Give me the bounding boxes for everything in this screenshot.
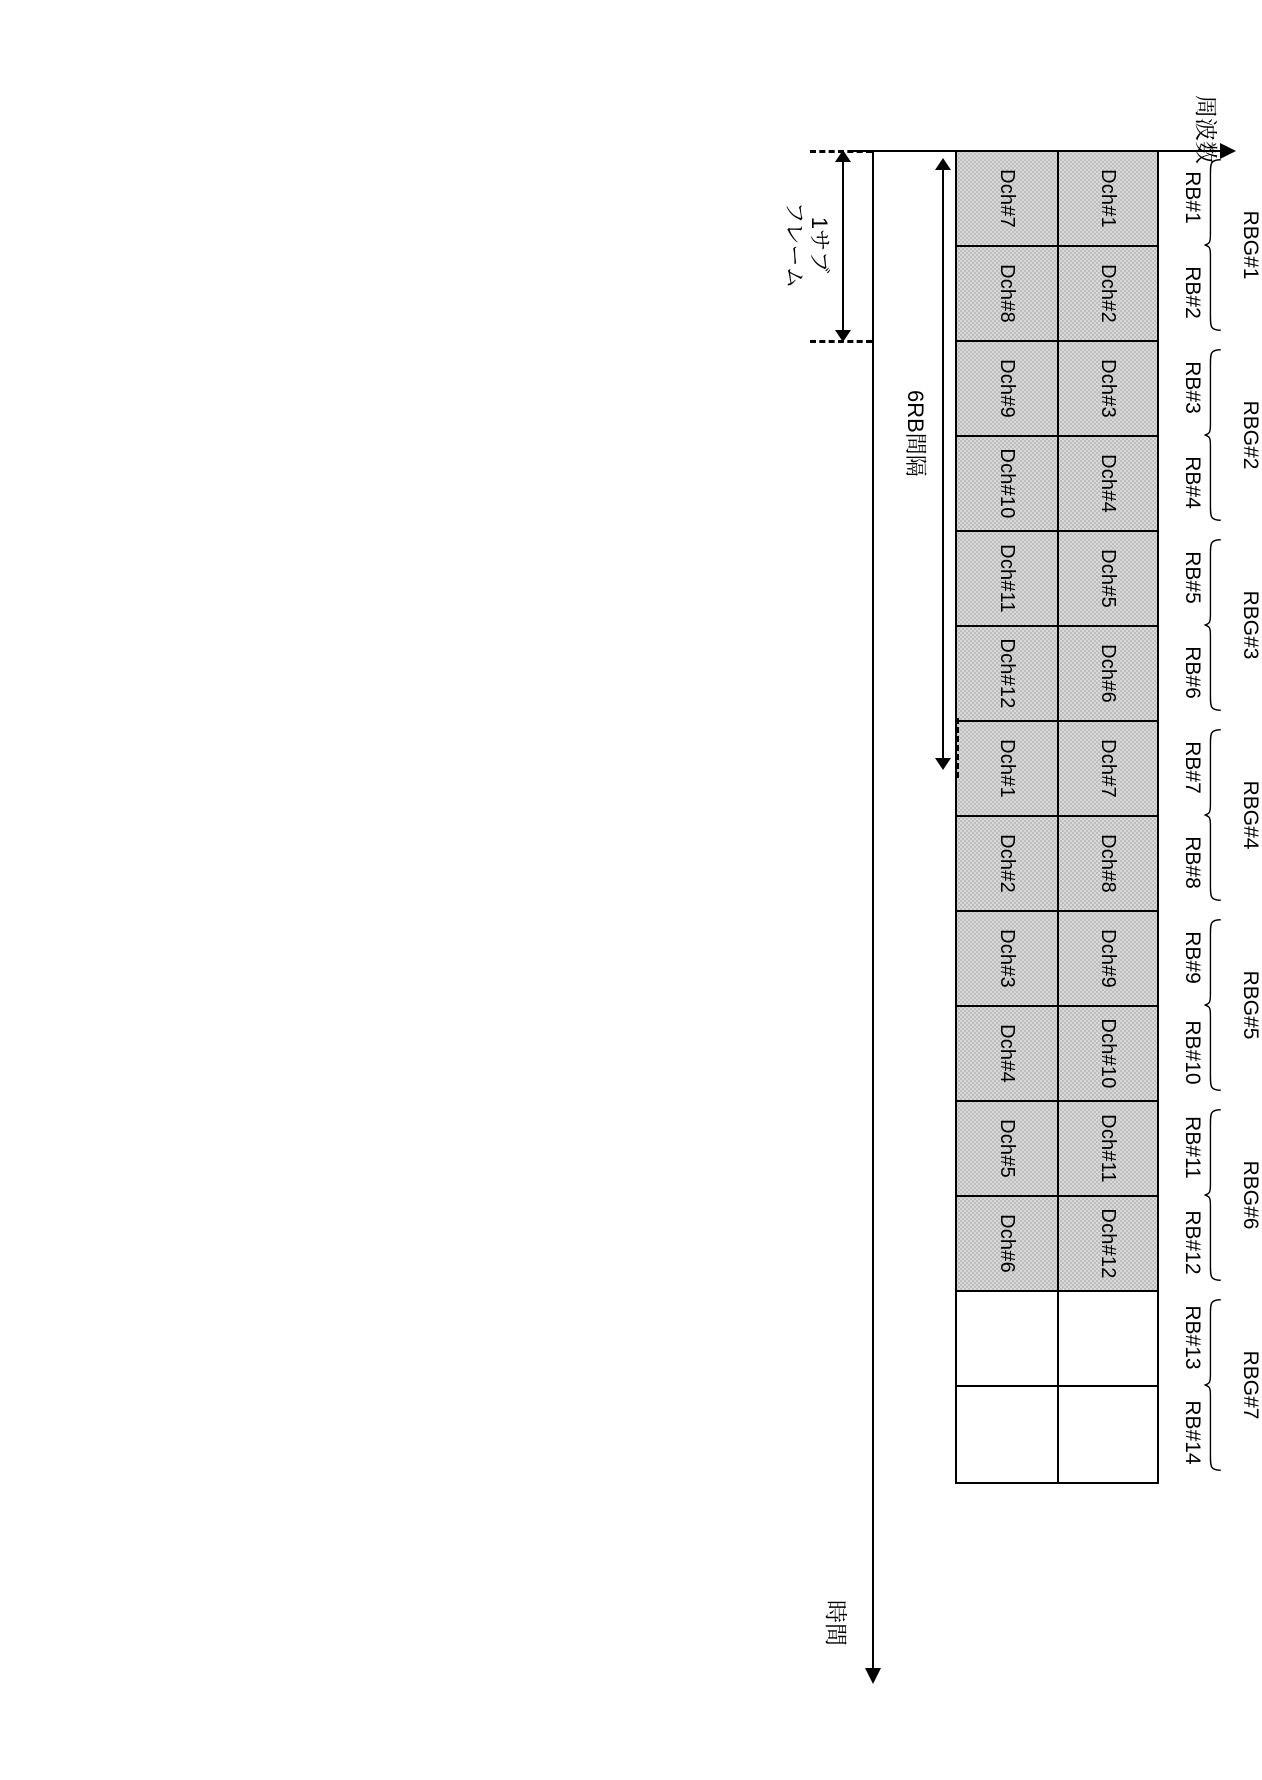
resource-block-cell: Dch#9 (957, 342, 1057, 437)
resource-block-cell: Dch#12 (957, 627, 1057, 722)
rbg-group (1210, 1290, 1262, 1480)
subframe-label (781, 135, 832, 355)
rb-label: RB#4 (1181, 456, 1204, 509)
resource-block-cell: Dch#11 (1057, 1102, 1157, 1197)
resource-block-cell: Dch#5 (1057, 532, 1157, 627)
time-axis-label: 時間 (823, 1600, 849, 1646)
rbg-brace (1204, 728, 1222, 902)
rb-label: RB#2 (1181, 266, 1204, 319)
rbg-brace (1204, 348, 1222, 522)
resource-block-cell: Dch#7 (1057, 722, 1157, 817)
resource-block-cell-empty (957, 1292, 1057, 1387)
rbg-group (1210, 340, 1262, 530)
resource-block-cell: Dch#3 (957, 912, 1057, 1007)
rbg-label: RBG#1 (1239, 210, 1262, 280)
rb-label: RB#11 (1181, 1116, 1204, 1179)
resource-block-cell: Dch#10 (957, 437, 1057, 532)
rbg-brace (1204, 1298, 1222, 1472)
grid-row (957, 152, 1057, 1482)
rb-label: RB#14 (1181, 1400, 1204, 1465)
rb-label: RB#12 (1181, 1210, 1204, 1275)
rb-label: RB#10 (1181, 1020, 1204, 1085)
rb-label: RB#7 (1181, 741, 1204, 794)
resource-block-cell: Dch#7 (957, 152, 1057, 247)
resource-block-cell: Dch#3 (1057, 342, 1157, 437)
rbg-group (1210, 910, 1262, 1100)
rbg-group (1210, 1100, 1262, 1290)
resource-block-cell: Dch#6 (957, 1197, 1057, 1292)
rb-label: RB#9 (1181, 931, 1204, 984)
time-axis (872, 150, 874, 1670)
frequency-axis-label: 周波数 (1193, 95, 1219, 164)
rb-label: RB#6 (1181, 646, 1204, 699)
rb-label: RB#8 (1181, 836, 1204, 889)
rb6-dash-end (956, 718, 959, 778)
rbg-group (1210, 530, 1262, 720)
resource-block-cell: Dch#1 (1057, 152, 1157, 247)
resource-block-cell: Dch#8 (957, 247, 1057, 342)
resource-block-grid (955, 150, 1159, 1484)
rbg-label: RBG#2 (1239, 400, 1262, 470)
rbg-group-row (1210, 150, 1262, 1480)
resource-block-cell-empty (1057, 1292, 1157, 1387)
rb-label-row (1180, 150, 1204, 1480)
subframe-label-line1: 1サブ (807, 216, 832, 274)
resource-block-cell: Dch#2 (1057, 247, 1157, 342)
rb6-interval-arrow (942, 160, 944, 768)
resource-block-cell: Dch#12 (1057, 1197, 1157, 1292)
rbg-label: RBG#5 (1239, 970, 1262, 1040)
rbg-label: RBG#7 (1239, 1350, 1262, 1420)
rb6-interval-label: 6RB間隔 (903, 390, 928, 477)
rb-label: RB#1 (1181, 171, 1204, 224)
resource-block-cell: Dch#4 (957, 1007, 1057, 1102)
rbg-brace (1204, 1108, 1222, 1282)
resource-block-cell: Dch#5 (957, 1102, 1057, 1197)
rbg-group (1210, 720, 1262, 910)
rb-label: RB#3 (1181, 361, 1204, 414)
rbg-brace (1204, 538, 1222, 712)
rbg-group (1210, 150, 1262, 340)
resource-block-cell: Dch#11 (957, 532, 1057, 627)
resource-block-cell-empty (957, 1387, 1057, 1482)
resource-block-cell: Dch#10 (1057, 1007, 1157, 1102)
resource-block-cell: Dch#9 (1057, 912, 1157, 1007)
rbg-brace (1204, 158, 1222, 332)
resource-block-cell: Dch#6 (1057, 627, 1157, 722)
grid-row (1057, 152, 1157, 1482)
rbg-label: RBG#6 (1239, 1160, 1262, 1230)
rbg-label: RBG#3 (1239, 590, 1262, 660)
resource-block-cell: Dch#1 (957, 722, 1057, 817)
rbg-brace (1204, 918, 1222, 1092)
rbg-label: RBG#4 (1239, 780, 1262, 850)
resource-block-cell-empty (1057, 1387, 1157, 1482)
rb-label: RB#13 (1181, 1305, 1204, 1370)
resource-block-cell: Dch#2 (957, 817, 1057, 912)
subframe-label-line2: フレーム (781, 201, 807, 289)
subframe-arrow (842, 152, 844, 340)
resource-block-cell: Dch#4 (1057, 437, 1157, 532)
rb-label: RB#5 (1181, 551, 1204, 604)
resource-block-cell: Dch#8 (1057, 817, 1157, 912)
